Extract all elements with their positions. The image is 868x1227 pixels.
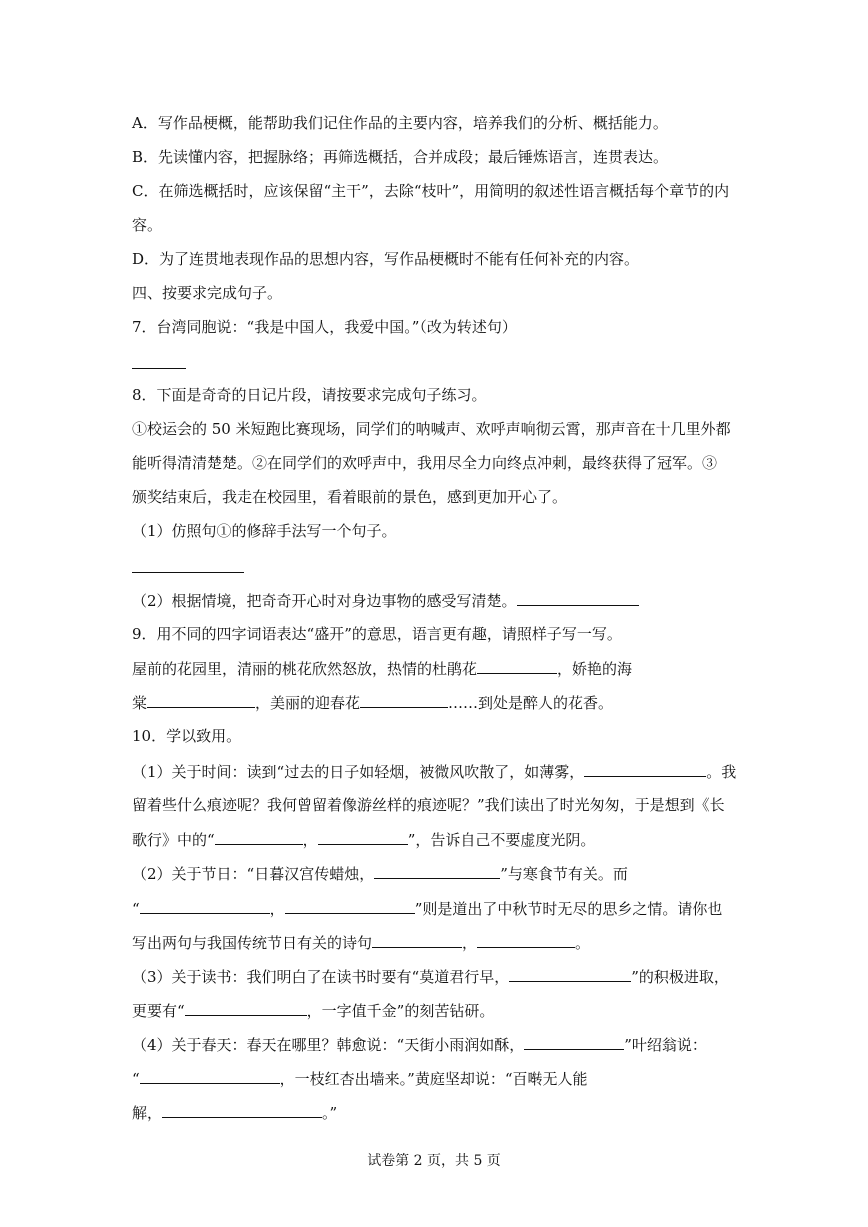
answer-blank-q10-2e[interactable] [477, 932, 575, 948]
question-10-sub1-line1: （1）关于时间：读到“过去的日子如轻烟，被微风吹散了，如薄雾， 。我 [132, 763, 737, 781]
question-10-sub4-line2: “ ，一枝红杏出墙来。”黄庭坚却说：“百啭无人能 [132, 1070, 588, 1088]
answer-blank-q9-3[interactable] [360, 692, 448, 708]
question-10-sub3-line1: （3）关于读书：我们明白了在读书时要有“莫道君行早， ”的积极进取， [132, 968, 729, 986]
option-b: B．先读懂内容，把握脉络；再筛选概括，合并成段；最后锤炼语言，连贯表达。 [132, 148, 669, 166]
question-10-stem: 10．学以致用。 [132, 727, 242, 745]
question-10-sub2-line3: 写出两句与我国传统节日有关的诗句 ， 。 [132, 934, 591, 952]
answer-blank-q10-2d[interactable] [372, 932, 462, 948]
option-d: D．为了连贯地表现作品的思想内容，写作品梗概时不能有任何补充的内容。 [132, 250, 640, 268]
question-7: 7．台湾同胞说：“我是中国人，我爱中国。”（改为转述句） [132, 318, 517, 336]
answer-blank-q10-4c[interactable] [162, 1102, 322, 1118]
answer-blank-q10-2a[interactable] [374, 863, 500, 879]
answer-blank-q9-1[interactable] [477, 658, 557, 674]
question-10-sub4-line1: （4）关于春天：春天在哪里？韩愈说：“天街小雨润如酥， ”叶绍翁说： [132, 1036, 707, 1054]
answer-blank-q10-4b[interactable] [140, 1068, 280, 1084]
diary-line-2: 能听得清清楚楚。②在同学们的欢呼声中，我用尽全力向终点冲刺，最终获得了冠军。③ [132, 454, 718, 472]
section-heading-4: 四、按要求完成句子。 [132, 284, 283, 302]
option-c-line2: 容。 [132, 216, 163, 234]
question-8-sub1: （1）仿照句①的修辞手法写一个句子。 [132, 522, 397, 540]
question-9-stem: 9．用不同的四字词语表达“盛开”的意思，语言更有趣，请照样子写一写。 [132, 625, 622, 643]
option-a: A．写作品梗概，能帮助我们记住作品的主要内容，培养我们的分析、概括能力。 [132, 114, 668, 132]
option-c-line1: C．在筛选概括时，应该保留“主干”，去除“枝叶”，用简明的叙述性语言概括每个章节的内 [132, 182, 730, 200]
question-10-sub2-line1: （2）关于节日：“日暮汉宫传蜡烛， ”与寒食节有关。而 [132, 865, 628, 883]
answer-blank-q7[interactable] [132, 368, 186, 369]
answer-blank-q10-1b[interactable] [215, 829, 303, 845]
page-footer: 试卷第 2 页，共 5 页 [367, 1153, 501, 1169]
answer-blank-q10-3a[interactable] [509, 966, 631, 982]
question-8-stem: 8．下面是奇奇的日记片段，请按要求完成句子练习。 [132, 386, 487, 404]
answer-blank-q10-1c[interactable] [318, 829, 408, 845]
answer-blank-q10-1a[interactable] [584, 761, 706, 777]
answer-blank-q10-2b[interactable] [140, 898, 270, 914]
diary-line-1: ①校运会的 50 米短跑比赛现场，同学们的呐喊声、欢呼声响彻云霄，那声音在十几里外都 [132, 420, 731, 438]
answer-blank-q10-4a[interactable] [524, 1034, 624, 1050]
answer-blank-q8-1[interactable] [132, 572, 244, 573]
question-9-line1: 屋前的花园里，清丽的桃花欣然怒放，热情的杜鹃花 ，娇艳的海 [132, 660, 633, 678]
question-10-sub3-line2: 更要有“ ，一字值千金”的刻苦钻研。 [132, 1002, 495, 1020]
diary-line-3: 颁奖结束后，我走在校园里，看着眼前的景色，感到更加开心了。 [132, 488, 568, 506]
answer-blank-q8-2[interactable] [517, 590, 639, 606]
question-10-sub2-line2: “ ， ”则是道出了中秋节时无尽的思乡之情。请你也 [132, 900, 723, 918]
question-9-line2: 棠 ，美丽的迎春花 ……到处是醉人的花香。 [132, 694, 614, 712]
question-10-sub1-line2: 留着些什么痕迹呢？我何曾留着像游丝样的痕迹呢？”我们读出了时光匆匆，于是想到《长 [132, 796, 725, 814]
answer-blank-q10-3b[interactable] [185, 1000, 307, 1016]
question-10-sub4-line3: 解， 。” [132, 1104, 338, 1122]
question-10-sub1-line3: 歌行》中的“ ， ”，告诉自己不要虚度光阴。 [132, 831, 596, 849]
answer-blank-q9-2[interactable] [147, 692, 255, 708]
question-8-sub2: （2）根据情境，把奇奇开心时对身边事物的感受写清楚。 [132, 590, 639, 611]
answer-blank-q10-2c[interactable] [285, 898, 415, 914]
